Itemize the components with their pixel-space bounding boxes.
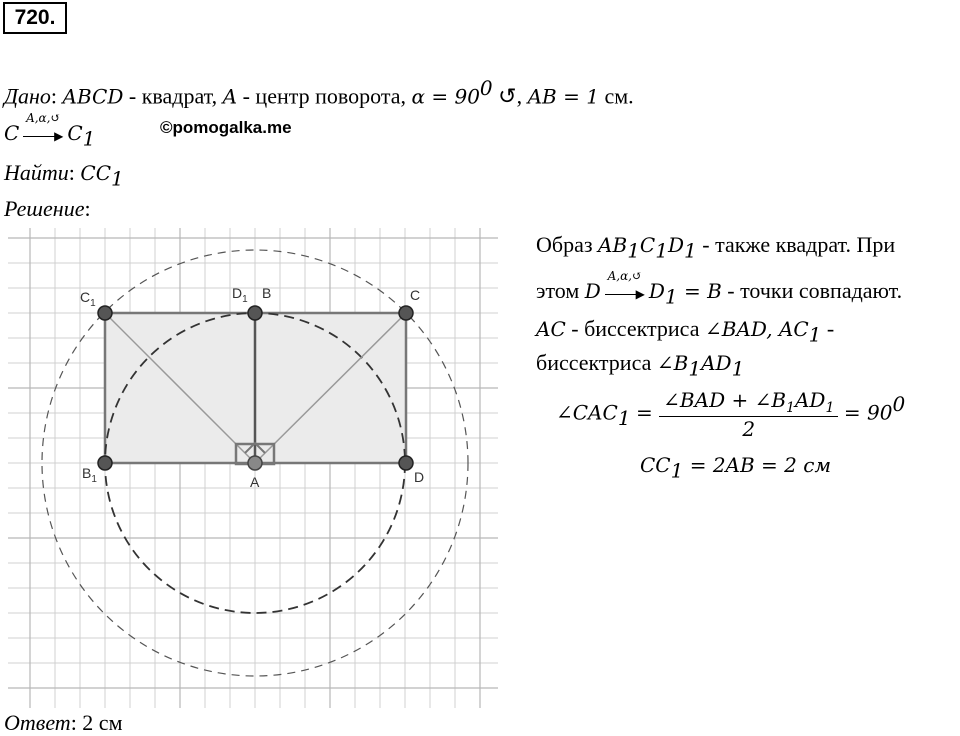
find-sub: 1 <box>111 166 124 191</box>
watermark: ©pomogalka.me <box>160 118 292 137</box>
label-c1: $C_1$ <box>80 289 96 309</box>
answer-value: : 2 см <box>70 710 123 735</box>
given-unit: см. <box>598 83 634 109</box>
geometry-diagram <box>0 222 520 714</box>
mapping-arrow-icon: A,α,↺ ▶ <box>23 125 63 145</box>
label-d: D <box>414 469 425 485</box>
length-equation: $CC_1 = 2AB = 2$ см <box>640 453 832 483</box>
given-deg: 0 <box>479 76 493 100</box>
given-text-square: - квадрат, <box>123 83 223 109</box>
given-ab: AB = 1 <box>527 84 599 109</box>
answer-line <box>4 710 123 736</box>
answer-label: Ответ <box>4 710 71 735</box>
right-line-1: Образ $AB_1C_1D_1$ - также квадрат. При <box>536 232 896 263</box>
label-b1: $B_1$ <box>82 465 97 485</box>
given-label: Дано <box>4 83 51 109</box>
problem-number: 720. <box>3 2 67 34</box>
solution-line: Решение: <box>4 196 91 221</box>
given-alpha: α = 90 <box>411 84 480 109</box>
given-line: Дано: ABCD - квадрат, A - центр поворота, $\alpha = 90^0$ ↺, AB = 1 см. <box>4 76 634 109</box>
find-line: Найти: $CC_1$ <box>4 160 124 191</box>
given-abcd: ABCD <box>62 84 124 109</box>
given-text-center: - центр поворота, <box>237 83 412 109</box>
point-c1 <box>98 306 112 320</box>
label-a: A <box>250 474 260 490</box>
given-rotation: ↺, <box>492 83 528 109</box>
given-a: A <box>222 84 238 109</box>
point-d <box>399 456 413 470</box>
label-d1: $D_1$ <box>232 285 248 305</box>
map-label: A,α,↺ <box>26 110 61 125</box>
map-from: C <box>4 121 20 145</box>
right-line-3: AC - биссектриса ∠BAD, $AC_1$ - <box>536 316 835 347</box>
point-c <box>399 306 413 320</box>
find-value: CC <box>80 161 112 185</box>
mapping-arrow-icon-2: A,α,↺ ▶ <box>605 283 645 303</box>
map-to: C <box>67 121 83 145</box>
point-b <box>248 306 262 320</box>
map-to-sub: 1 <box>82 126 96 151</box>
label-b: B <box>262 285 272 301</box>
mapping-line <box>4 110 96 151</box>
label-c: C <box>410 287 421 303</box>
solution-label: Решение <box>4 196 85 221</box>
point-b1 <box>98 456 112 470</box>
right-line-2: этом D A,α,↺ ▶ $D_1 = B$ - точки совпадают. <box>536 268 903 309</box>
angle-equation: $\angle CAC_1$ = $\frac{\angle BAD + \angle B_1AD_1}{2}$ = $90^0$ <box>556 388 906 441</box>
right-line-4: биссектриса $\angle B_1AD_1$ <box>536 350 745 381</box>
point-a <box>248 456 262 470</box>
find-label: Найти <box>4 160 69 185</box>
